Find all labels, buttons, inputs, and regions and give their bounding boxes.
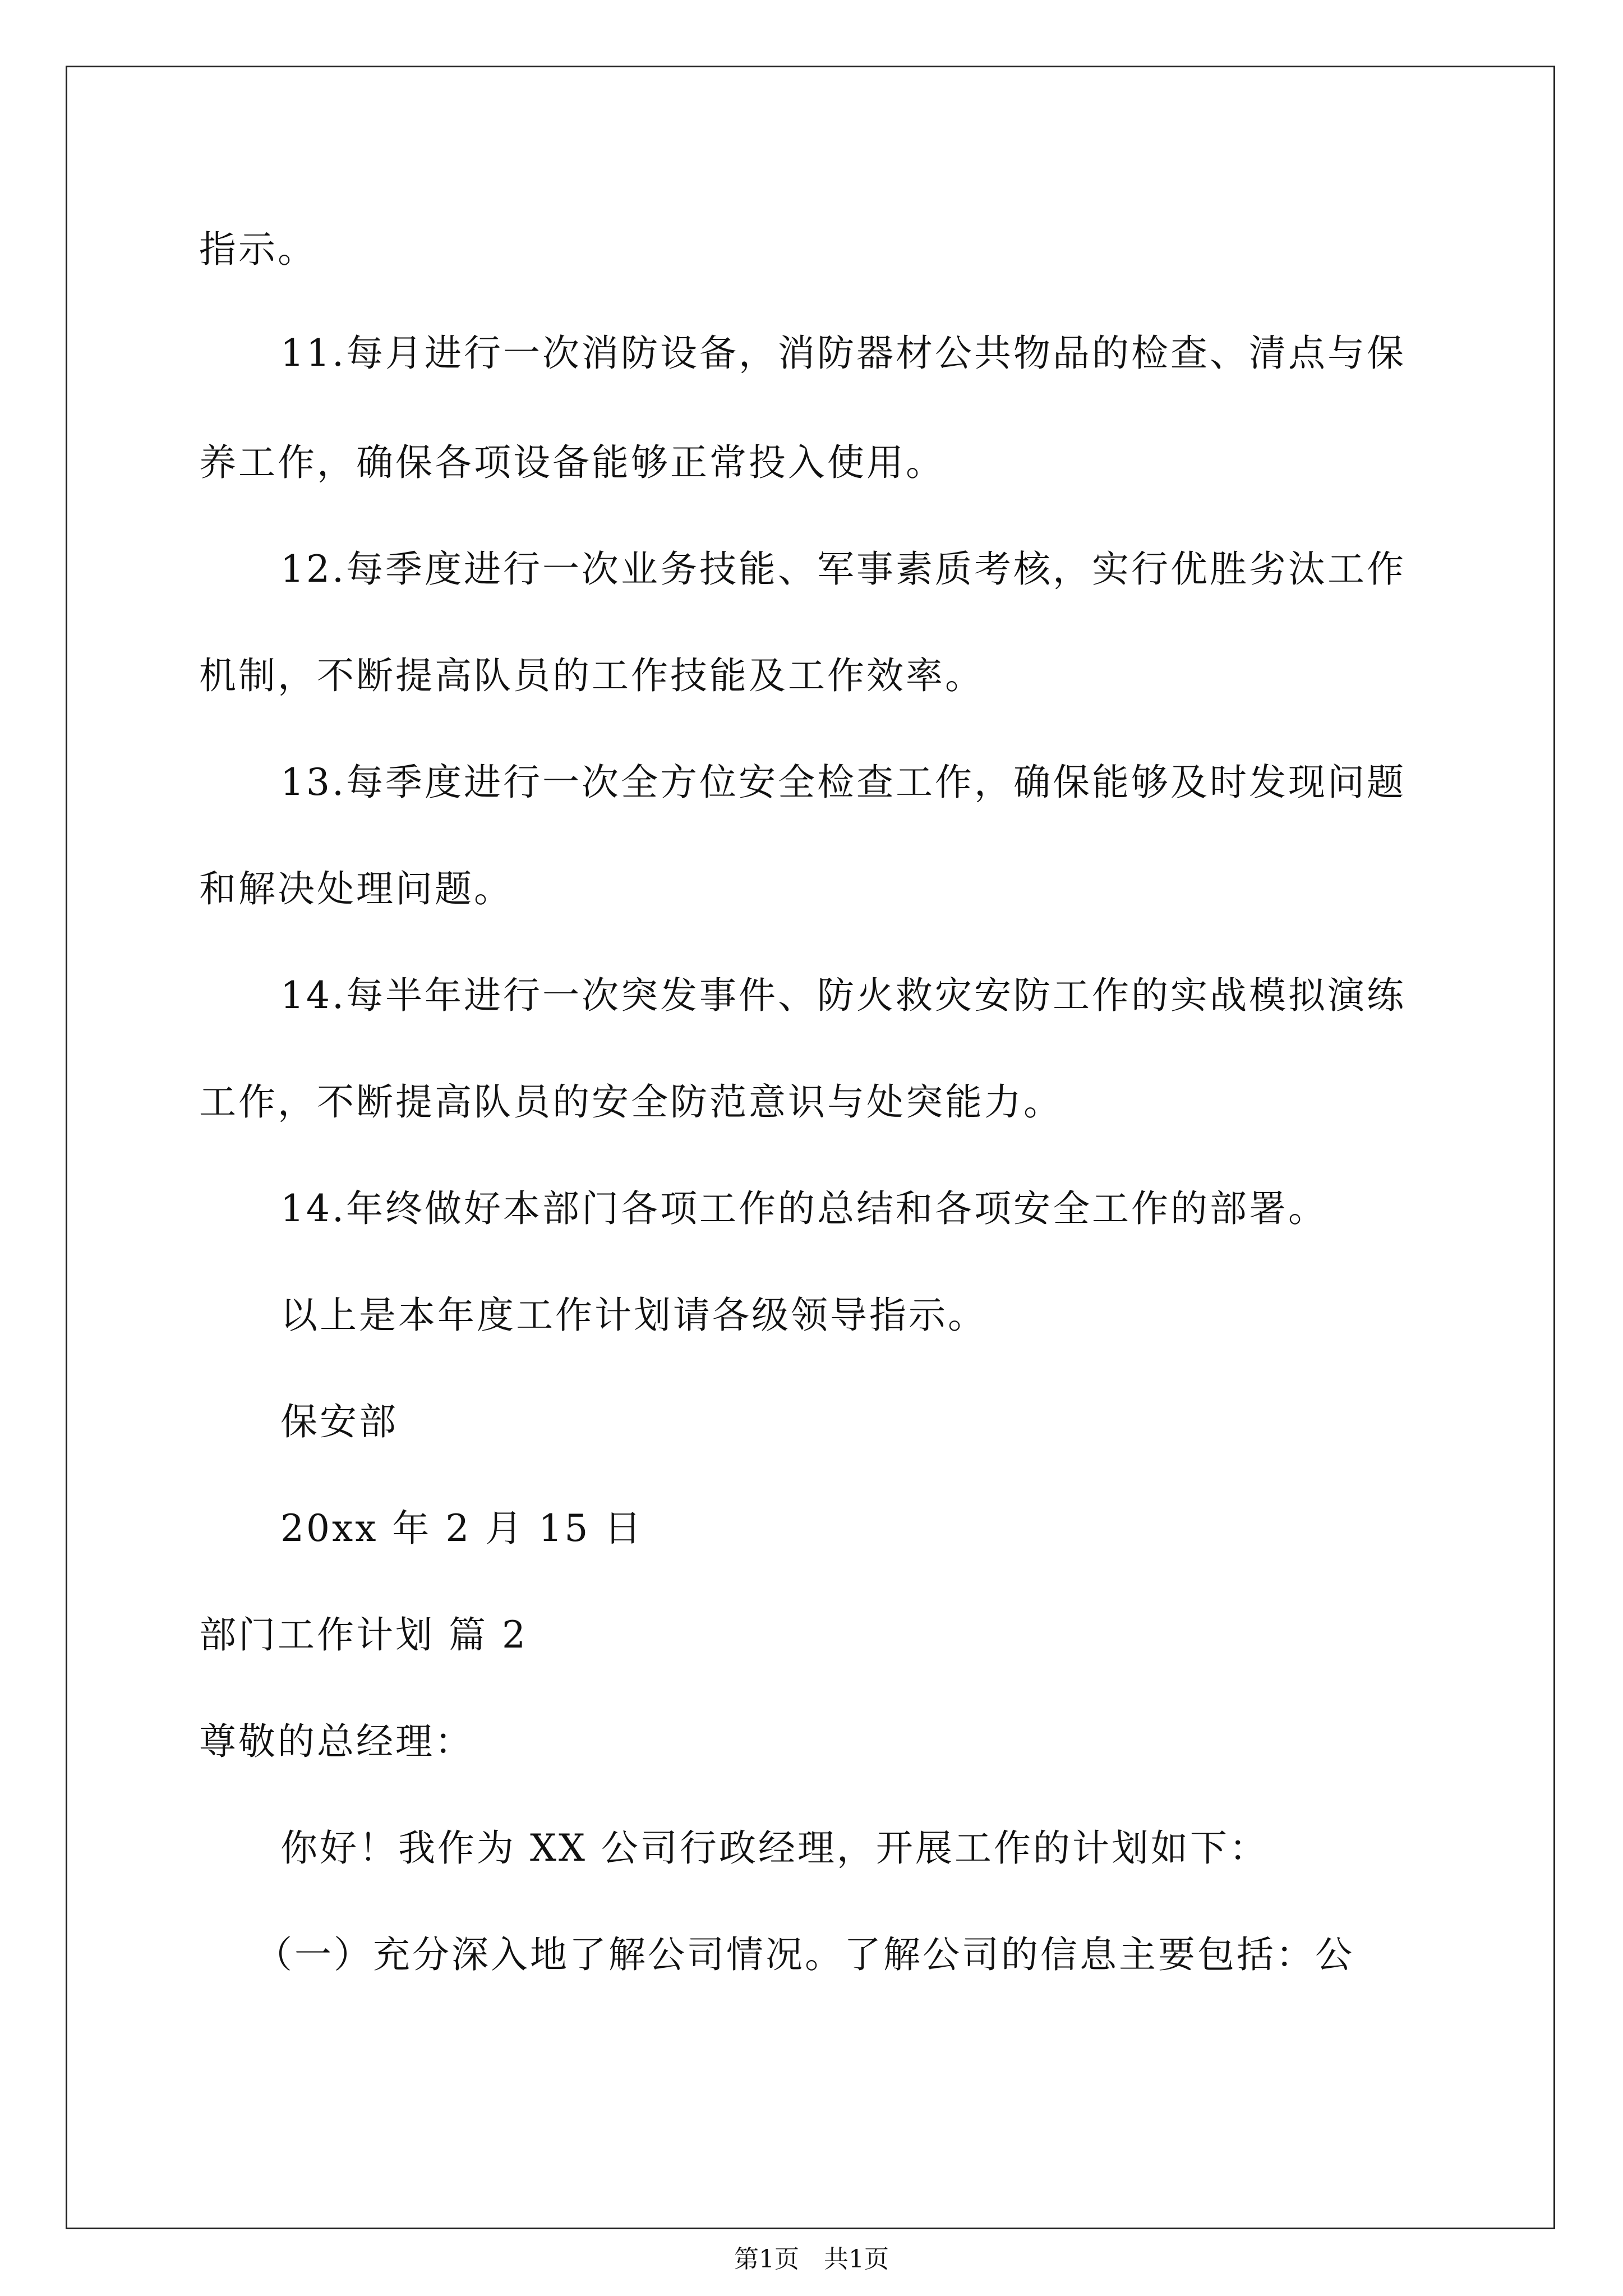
- page-frame: [66, 66, 1555, 2229]
- text-line-7: 和解决处理问题。: [199, 867, 513, 910]
- text-line-date: 20xx 年 2 月 15 日: [280, 1507, 644, 1550]
- text-line-signature: 保安部: [280, 1400, 398, 1443]
- text-line-6: 13.每季度进行一次全方位安全检查工作，确保能够及时发现问题: [280, 761, 1406, 804]
- text-line-16: 你好！我作为 XX 公司行政经理，开展工作的计划如下：: [280, 1826, 1269, 1870]
- text-line-10: 14.年终做好本部门各项工作的总结和各项安全工作的部署。: [280, 1187, 1327, 1230]
- page-footer: 第1页 共1页: [734, 2245, 889, 2274]
- text-line-3: 养工作，确保各项设备能够正常投入使用。: [199, 441, 945, 484]
- text-line-8: 14.每半年进行一次突发事件、防火救灾安防工作的实战模拟演练: [280, 974, 1406, 1017]
- section-heading: 部门工作计划 篇 2: [199, 1613, 528, 1657]
- text-line-1: 指示。: [199, 228, 317, 271]
- text-line-salutation: 尊敬的总经理：: [199, 1720, 474, 1763]
- text-line-2: 11.每月进行一次消防设备，消防器材公共物品的检查、清点与保: [280, 332, 1406, 375]
- text-line-5: 机制，不断提高队员的工作技能及工作效率。: [199, 654, 984, 697]
- text-line-4: 12.每季度进行一次业务技能、军事素质考核，实行优胜劣汰工作: [280, 547, 1406, 591]
- text-line-9: 工作，不断提高队员的安全防范意识与处突能力。: [199, 1080, 1063, 1124]
- text-line-11: 以上是本年度工作计划请各级领导指示。: [280, 1294, 987, 1337]
- text-line-17: （一）充分深入地了解公司情况。了解公司的信息主要包括：公: [255, 1933, 1354, 1976]
